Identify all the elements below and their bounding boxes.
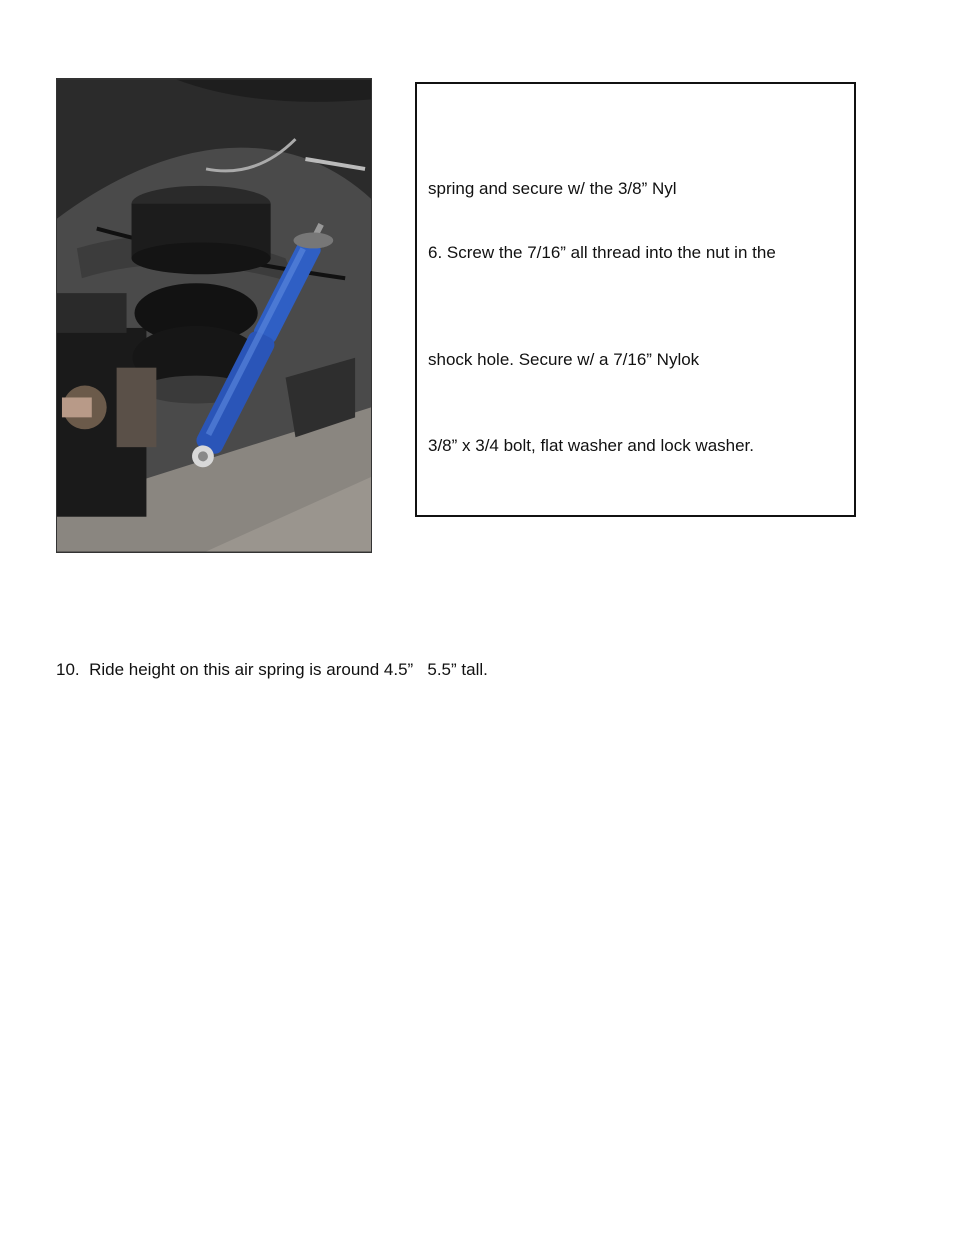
instruction-line-4: 3/8” x 3/4 bolt, flat washer and lock washer.	[428, 436, 755, 455]
suspension-photo	[56, 78, 372, 553]
suspension-photo-drawing	[57, 79, 371, 552]
instruction-textbox	[415, 82, 856, 517]
instruction-line-2: 6. Screw the 7/16” all thread into the nut in the	[428, 243, 776, 262]
instruction-line-3: shock hole. Secure w/ a 7/16” Nylok	[428, 350, 700, 369]
step-10-text: 10. Ride height on this air spring is around 4.5” 5.5” tall.	[56, 660, 488, 679]
instruction-line-1: spring and secure w/ the 3/8” Nyl	[428, 179, 677, 198]
